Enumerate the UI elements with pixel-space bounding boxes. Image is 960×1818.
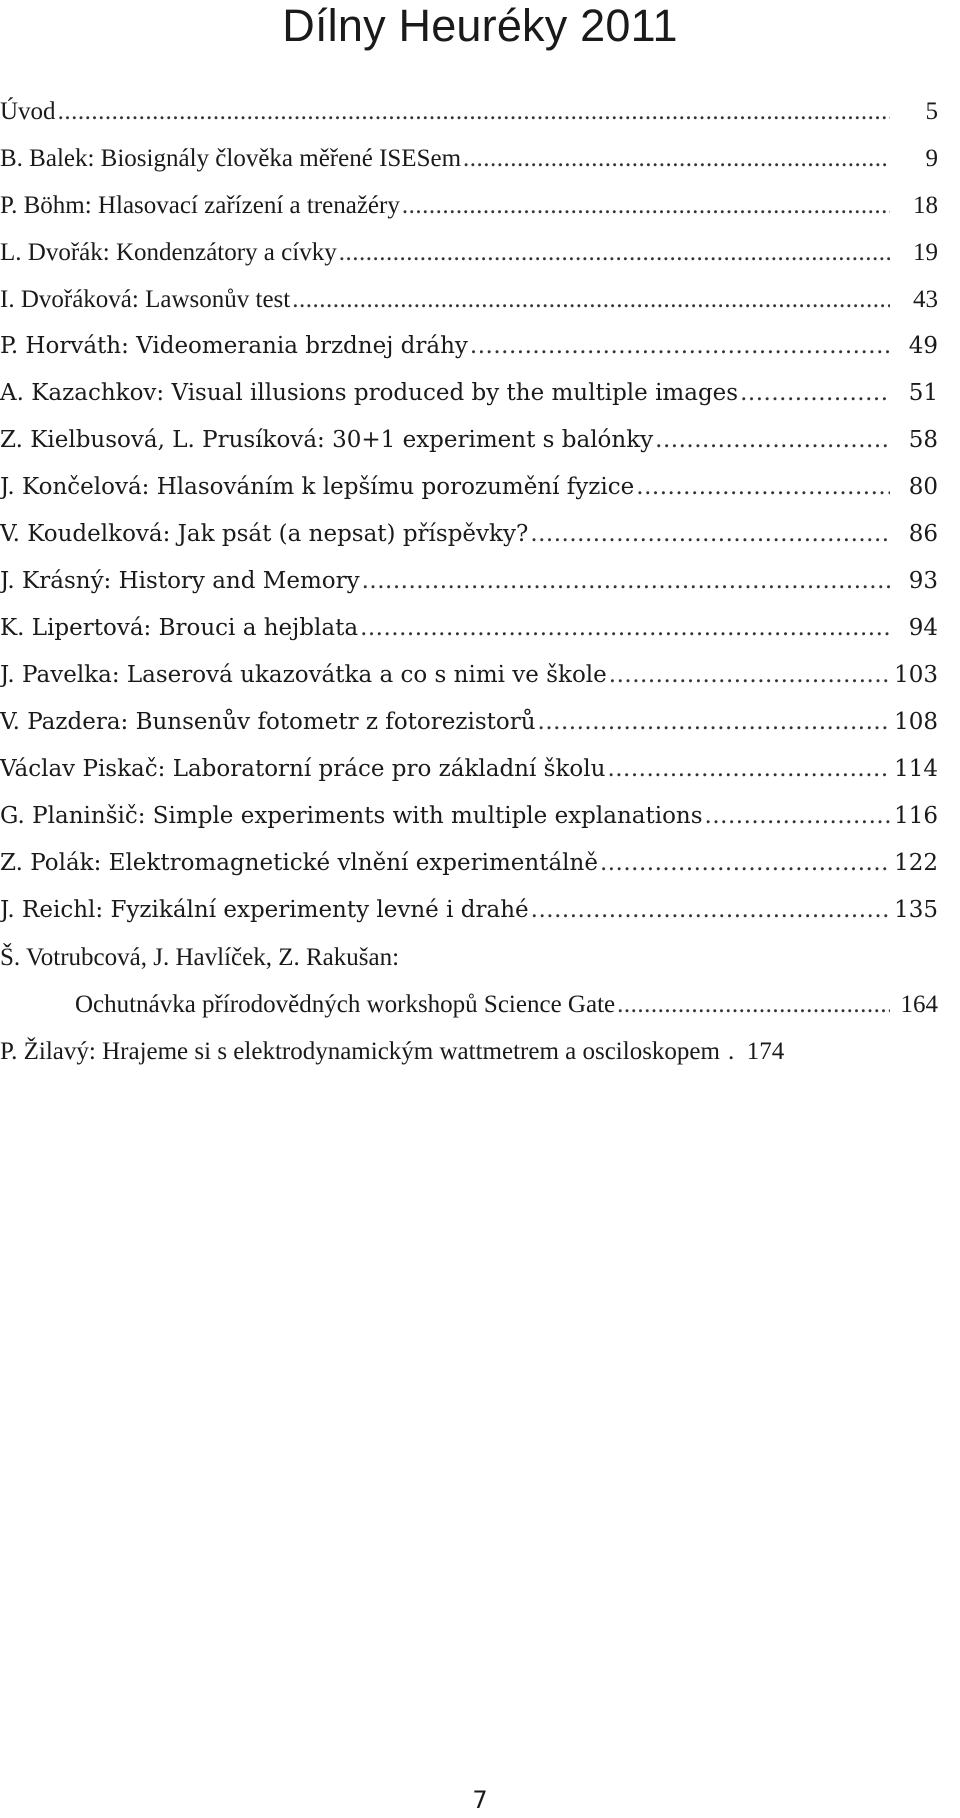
toc-entry[interactable] [0, 370, 938, 417]
dot-leader [362, 558, 890, 605]
dot-leader [607, 746, 890, 793]
dot-leader: . [727, 1038, 735, 1065]
page-number-footer: 7 [472, 1786, 488, 1814]
toc-page-number: 174 [746, 1038, 785, 1065]
toc-page-number: 58 [908, 427, 938, 453]
toc-entry-title: P. Žilavý: Hrajeme si s elektrodynamickým wattmetrem a osciloskopem [0, 1038, 720, 1065]
toc-entry-title: Z. Polák: Elektromagnetické vlnění experimentálně [0, 850, 598, 876]
toc-page-number: 108 [894, 709, 938, 735]
toc-page-number: 19 [913, 239, 938, 266]
toc-entry[interactable] [0, 276, 938, 323]
toc-entry[interactable] [0, 135, 938, 182]
toc-page-number: 49 [908, 333, 938, 359]
toc-entry[interactable] [0, 88, 938, 135]
toc-entry-title: V. Pazdera: Bunsenův fotometr z fotorezistorů [0, 709, 536, 735]
dot-leader [609, 652, 890, 699]
toc-entry[interactable] [0, 887, 938, 934]
dot-leader [360, 605, 890, 652]
toc-entry-title: A. Kazachkov: Visual illusions produced by the multiple images [0, 380, 739, 406]
dot-leader [600, 840, 890, 887]
toc-page-number: 164 [900, 991, 938, 1018]
toc-entry-title: Václav Piskač: Laboratorní práce pro základní školu [0, 756, 606, 782]
toc-entry-title: J. Pavelka: Laserová ukazovátka a co s nimi ve škole [0, 662, 607, 688]
dot-leader [470, 323, 890, 370]
dot-leader [636, 464, 890, 511]
toc-entry-title: J. Krásný: History and Memory [0, 568, 360, 594]
toc-page-number: 80 [908, 474, 938, 500]
toc-entry[interactable] [0, 699, 938, 746]
toc-page-number: 5 [925, 98, 938, 125]
dot-leader [339, 229, 890, 276]
toc-entry[interactable] [0, 417, 938, 464]
toc-entry[interactable] [0, 182, 938, 229]
toc-entry[interactable] [0, 652, 938, 699]
dot-leader [617, 981, 890, 1028]
toc-entry[interactable] [0, 464, 938, 511]
toc-page-number: 18 [913, 192, 938, 219]
toc-entry-title: J. Končelová: Hlasováním k lepšímu porozumění fyzice [0, 474, 635, 500]
toc-entry-title: I. Dvořáková: Lawsonův test [0, 286, 291, 313]
toc-page-number: 43 [913, 286, 938, 313]
toc-page-number: 114 [894, 756, 938, 782]
toc-entry-title: V. Koudelková: Jak psát (a nepsat) příspěvky? [0, 521, 529, 547]
table-of-contents [0, 88, 938, 1075]
toc-page-number: 9 [925, 145, 938, 172]
toc-entry-title: G. Planinšič: Simple experiments with multiple explanations [0, 803, 703, 829]
toc-page-number: 122 [894, 850, 938, 876]
toc-entry[interactable] [0, 793, 938, 840]
dot-leader [530, 511, 890, 558]
toc-entry-title: J. Reichl: Fyzikální experimenty levné i drahé [0, 897, 529, 923]
dot-leader [292, 276, 890, 323]
toc-entry-title: Úvod [0, 98, 56, 125]
toc-page-number: 116 [894, 803, 938, 829]
toc-entry-title: Ochutnávka přírodovědných workshopů Science Gate [75, 991, 616, 1018]
page-title: Dílny Heuréky 2011 [282, 0, 678, 51]
toc-page-number: 86 [908, 521, 938, 547]
dot-leader [655, 417, 890, 464]
toc-entries [0, 88, 938, 934]
dot-leader [705, 793, 890, 840]
toc-entry-multiline[interactable] [0, 934, 938, 1028]
toc-entry-title: K. Lipertová: Brouci a hejblata [0, 615, 359, 641]
toc-page-number: 94 [908, 615, 938, 641]
toc-entry[interactable] [0, 605, 938, 652]
dot-leader [740, 370, 890, 417]
dot-leader [531, 887, 890, 934]
toc-entry-title: Z. Kielbusová, L. Prusíková: 30+1 experiment s balónky [0, 427, 654, 453]
toc-entry-title: B. Balek: Biosignály člověka měřené ISESem [0, 145, 462, 172]
dot-leader [402, 182, 890, 229]
dot-leader [58, 88, 890, 135]
toc-page-number: 93 [908, 568, 938, 594]
toc-page-number: 103 [894, 662, 938, 688]
dot-leader [463, 135, 890, 182]
dot-leader [538, 699, 890, 746]
toc-page-number: 135 [894, 897, 938, 923]
toc-entry-title: P. Böhm: Hlasovací zařízení a trenažéry [0, 192, 400, 219]
toc-entry[interactable] [0, 746, 938, 793]
toc-entry[interactable] [0, 229, 938, 276]
toc-entry-title: P. Horváth: Videomerania brzdnej dráhy [0, 333, 468, 359]
toc-entry[interactable] [0, 323, 938, 370]
toc-entry-title: L. Dvořák: Kondenzátory a cívky [0, 239, 337, 266]
toc-entry[interactable] [0, 511, 938, 558]
toc-entry-authors: Š. Votrubcová, J. Havlíček, Z. Rakušan: [0, 944, 400, 971]
toc-entry[interactable] [0, 840, 938, 887]
toc-entry-last[interactable] [0, 1028, 938, 1075]
toc-entry[interactable] [0, 558, 938, 605]
toc-page-number: 51 [908, 380, 938, 406]
